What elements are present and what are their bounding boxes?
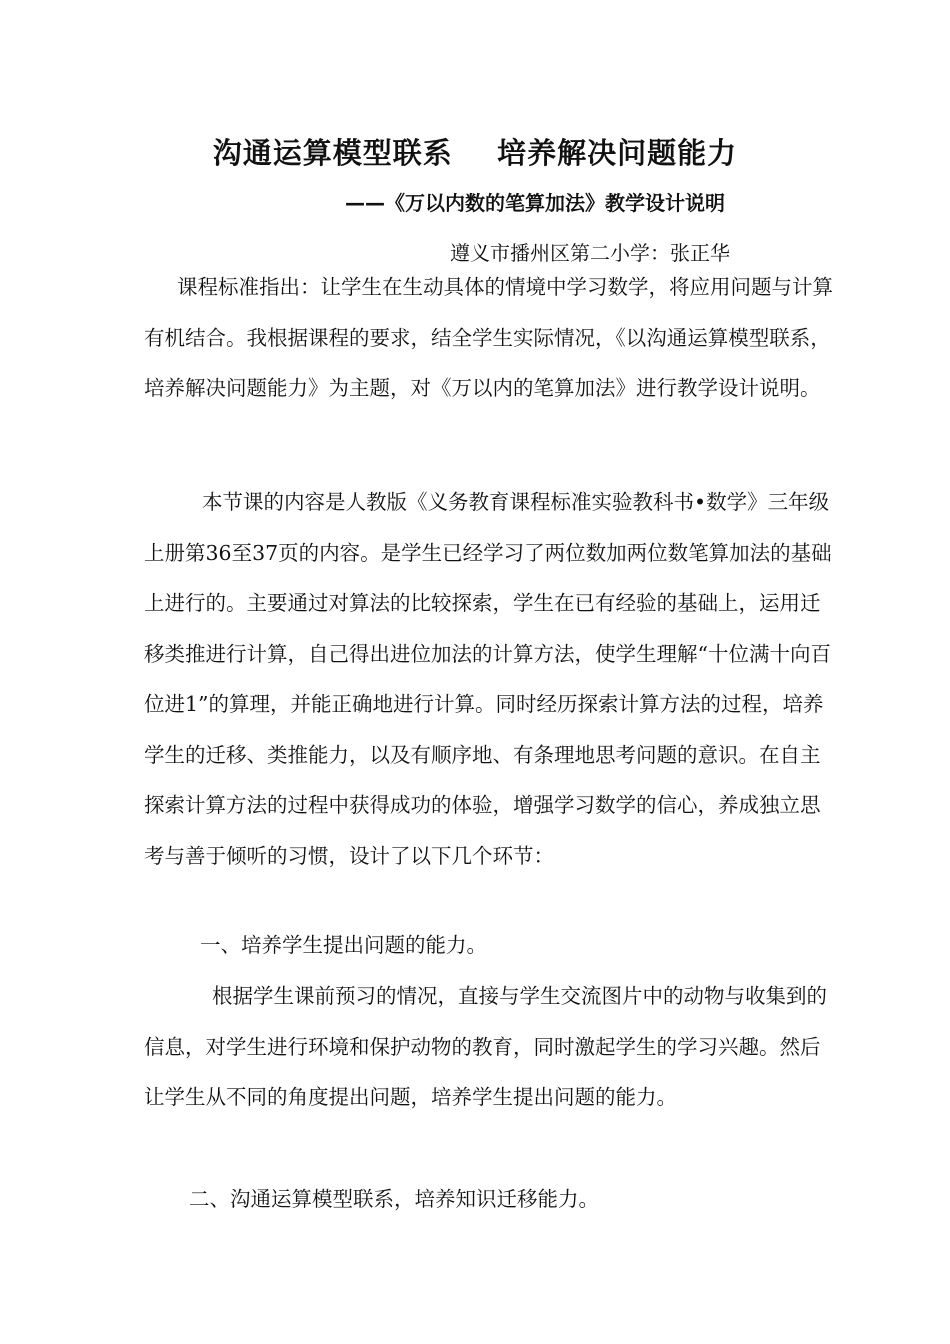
paragraph-curriculum-standard: 课程标准指出：让学生在生动具体的情境中学习数学，将应用问题与计算有机结合。我根据课程的要求，结全学生实际情况，《以沟通运算模型联系，培养解决问题能力》为主题，对《万以内的笔算加法》进行教学设计说明。 xyxy=(144,275,833,400)
document-title: 沟通运算模型联系 培养解决问题能力 xyxy=(212,136,738,170)
document-subtitle: ——《万以内数的笔算加法》教学设计说明 xyxy=(345,191,725,215)
section-heading-1: 一、培养学生提出问题的能力。 xyxy=(200,933,487,957)
paragraph-section-1: 根据学生课前预习的情况，直接与学生交流图片中的动物与收集到的信息，对学生进行环境和保护动物的教育，同时激起学生的学习兴趣。然后让学生从不同的角度提出问题，培养学生提出问题的能力。 xyxy=(144,984,827,1109)
document-author: 遵义市播州区第二小学：张正华 xyxy=(450,241,730,265)
paragraph-lesson-content: 本节课的内容是人教版《义务教育课程标准实验教科书•数学》三年级上册第36至37页的内容。是学生已经学习了两位数加两位数笔算加法的基础上进行的。主要通过对算法的比较探索，学生在已有经验的基础上，运用迁移类推进行计算，自己得出进位加法的计算方法，使学生理解“十位满十向百位进1”的算理，并能正确地进行计算。同时经历探索计算方法的过程，培养学生的迁移、类推能力，以及有顺序地、有条理地思考问题的意识。在自主探索计算方法的过程中获得成功的体验，增强学习数学的信心，养成独立思考与善于倾听的习惯，设计了以下几个环节： xyxy=(144,490,832,868)
section-heading-2: 二、沟通运算模型联系，培养知识迁移能力。 xyxy=(189,1187,599,1211)
